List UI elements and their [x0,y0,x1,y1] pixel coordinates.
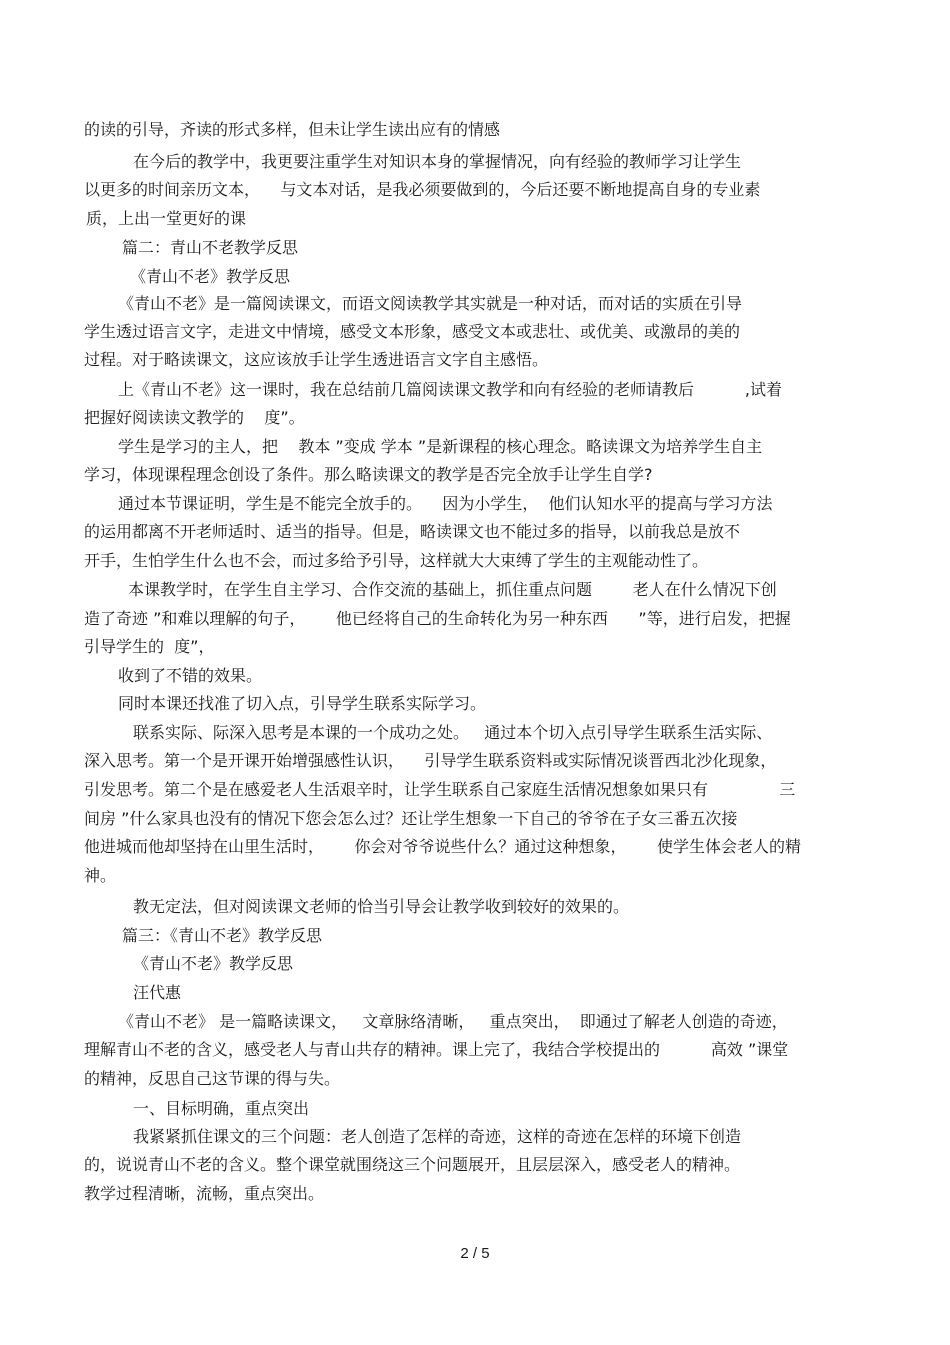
text-line: 开手，生怕学生什么也不会，而过多给予引导，这样就大大束缚了学生的主观能动性了。 [84,551,709,570]
text-line: 理解青山不老的含义，感受老人与青山共存的精神。课上完了，我结合学校提出的 高效 ”课堂 [84,1040,789,1059]
page-number: 2 / 5 [460,1245,490,1262]
text-line: 教无定法，但对阅读课文老师的恰当引导会让教学收到较好的效果的。 [133,897,630,916]
text-line: 教学过程清晰，流畅，重点突出。 [84,1184,325,1203]
text-line: 的运用都离不开老师适时、适当的指导。但是，略读课文也不能过多的指导，以前我总是放不 [84,522,741,541]
text-line: 质，上出一堂更好的课 [86,209,247,228]
text-line: 通过本节课证明，学生是不能完全放手的。 因为小学生， 他们认知水平的提高与学习方法 [118,494,773,513]
text-line: 间房 ”什么家具也没有的情况下您会怎么过？还让学生想象一下自己的爷爷在子女三番五次接 [84,809,738,828]
text-line: 收到了不错的效果。 [118,666,263,685]
text-line: 的精神，反思自己这节课的得与失。 [84,1069,341,1088]
text-line: 同时本课还找准了切入点，引导学生联系实际学习。 [118,694,487,713]
text-line: 他进城而他却坚持在山里生活时， 你会对爷爷说些什么？通过这种想象， 使学生体会老人的精 [84,837,802,856]
subsection-heading: 一、目标明确，重点突出 [133,1099,310,1118]
text-line: 《青山不老》是一篇阅读课文，而语文阅读教学其实就是一种对话，而对话的实质在引导 [118,294,743,313]
text-line: 《青山不老》 是一篇略读课文， 文章脉络清晰， 重点突出， 即通过了解老人创造的奇迹， [118,1012,788,1031]
text-line: 以更多的时间亲历文本， 与文本对话，是我必须要做到的，今后还要不断地提高自身的专业素 [84,180,761,199]
article-title: 《青山不老》教学反思 [133,954,294,973]
section-heading: 篇三：《青山不老》教学反思 [122,926,323,945]
text-line: 本课教学时，在学生自主学习、合作交流的基础上，抓住重点问题 老人在什么情况下创 [128,580,777,599]
text-line: 的读的引导，齐读的形式多样，但未让学生读出应有的情感 [84,120,501,139]
text-line: 深入思考。第一个是开课开始增强感性认识， 引导学生联系资料或实际情况谈晋西北沙化现象， [84,751,777,770]
text-line: 神。 [84,866,117,885]
text-line: 的，说说青山不老的含义。整个课堂就围绕这三个问题展开，且层层深入，感受老人的精神。 [84,1155,741,1174]
text-line: 上《青山不老》这一课时，我在总结前几篇阅读课文教学和向有经验的老师请教后 ,试着 [118,380,782,399]
text-line: 引发思考。第二个是在感爱老人生活艰辛时，让学生联系自己家庭生活情况想象如果只有 三 [84,780,796,799]
text-line: 学生透过语言文字，走进文中情境，感受文本形象，感受文本或悲壮、或优美、或激昂的美的 [84,322,741,341]
text-line: 在今后的教学中，我更要注重学生对知识本身的掌握情况，向有经验的教师学习让学生 [133,152,742,171]
text-line: 把握好阅读读文教学的 度”。 [84,408,305,427]
text-line: 造了奇迹 ”和难以理解的句子， 他已经将自己的生命转化为另一种东西 ”等，进行启发，把握 [84,609,791,628]
text-line: 学习，体现课程理念创设了条件。那么略读课文的教学是否完全放手让学生自学? [84,465,653,484]
section-heading: 篇二：青山不老教学反思 [122,238,299,257]
text-line: 学生是学习的主人，把 教本 ”变成 学本 ”是新课程的核心理念。略读课文为培养学生自主 [118,437,763,456]
text-line: 我紧紧抓住课文的三个问题：老人创造了怎样的奇迹，这样的奇迹在怎样的环境下创造 [133,1127,742,1146]
author-name: 汪代惠 [133,983,182,1002]
text-line: 引导学生的 度”， [84,637,215,656]
text-line: 过程。对于略读课文，这应该放手让学生透进语言文字自主感悟。 [84,350,549,369]
text-line: 联系实际、际深入思考是本课的一个成功之处。 通过本个切入点引导学生联系生活实际、 [133,723,773,742]
article-title: 《青山不老》教学反思 [130,267,291,286]
